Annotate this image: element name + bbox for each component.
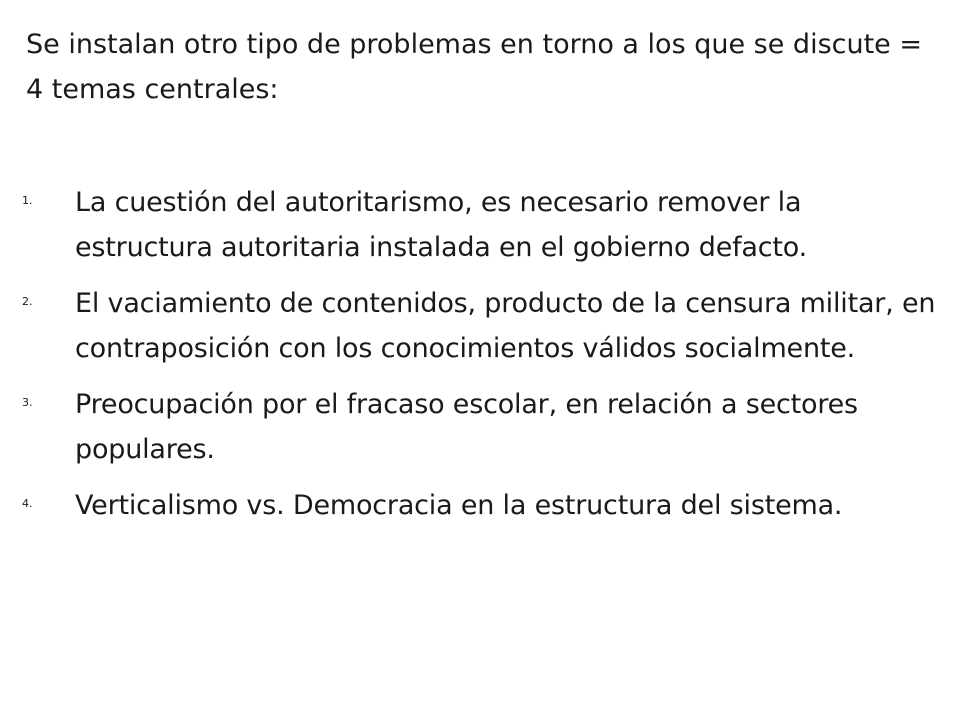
list-item bbox=[0, 180, 945, 270]
list-item bbox=[0, 382, 945, 472]
topics-list bbox=[0, 180, 960, 539]
intro-paragraph: Se instalan otro tipo de problemas en torno a los que se discute = 4 temas centrales: bbox=[26, 29, 922, 105]
list-item-number: 2. bbox=[22, 295, 33, 308]
list-item-number: 1. bbox=[22, 194, 33, 207]
list-item-text: Verticalismo vs. Democracia en la estructura del sistema. bbox=[75, 490, 843, 521]
list-item-number: 4. bbox=[22, 497, 33, 510]
list-item-text: El vaciamiento de contenidos, producto de la censura militar, en contraposición con los conocimientos válidos socialmente. bbox=[75, 288, 936, 364]
list-item-number: 3. bbox=[22, 396, 33, 409]
list-item-text: La cuestión del autoritarismo, es necesario remover la estructura autoritaria instalada en el gobierno defacto. bbox=[75, 187, 808, 263]
list-item bbox=[0, 281, 945, 371]
list-item-text: Preocupación por el fracaso escolar, en relación a sectores populares. bbox=[75, 389, 858, 465]
list-item bbox=[0, 483, 945, 528]
